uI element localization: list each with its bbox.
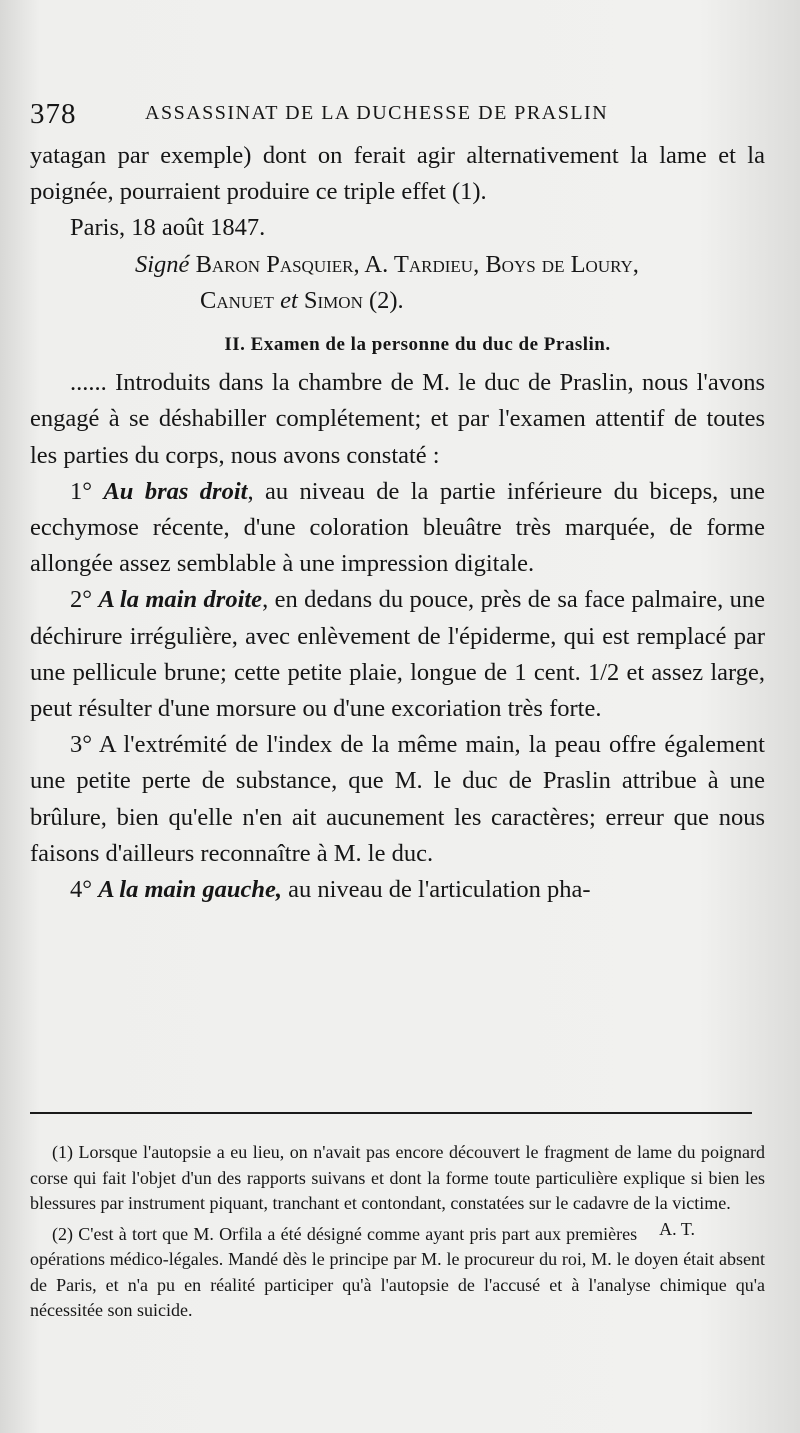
item-1-number: 1° xyxy=(70,477,93,505)
item-1 xyxy=(30,474,765,583)
continuation-paragraph: yatagan par exemple) dont on ferait agir alternativement la lame et la poignée, pourraient produire ce triple effet (1). xyxy=(30,142,765,206)
item-2 xyxy=(30,582,765,727)
footnote-2: (2) C'est à tort que M. Orfila a été désigné comme ayant pris part aux premières opérations médico-légales. Mandé dès le principe par M. le procureur du roi, M. le doyen était absent de Paris, et n'a pu en réalité participer qu'à l'autopsie de l'accusé et à l'analyse chimique qu'a nécessitée son suicide. xyxy=(30,1223,765,1320)
item-3-text: A l'extrémité de l'index de la même main, la peau offre également une petite perte de substance, que M. le duc de Praslin attribue à une brûlure, bien qu'elle n'en ait aucunement les caractères; erreur que nous faisons d'ailleurs reconnaître à M. le duc. xyxy=(30,731,765,867)
item-3-number: 3° xyxy=(70,731,93,759)
footnote-rule xyxy=(30,1112,752,1114)
item-2-label: A la main droite xyxy=(98,586,263,614)
date-line: Paris, 18 août 1847. xyxy=(70,214,266,242)
intro-paragraph: ...... Introduits dans la chambre de M. le duc de Praslin, nous l'avons engagé à se déshabiller complétement; et par l'examen attentif de toutes les parties du corps, nous avons constaté : xyxy=(30,369,765,469)
page-number: 378 xyxy=(30,98,77,130)
item-4-number: 4° xyxy=(70,876,93,904)
section-heading: II. Examen de la personne du duc de Praslin. xyxy=(224,334,611,356)
item-4 xyxy=(30,872,765,908)
item-2-text: , en dedans du pouce, près de sa face palmaire, une déchirure irrégulière, avec enlèvement de l'épiderme, qui est remplacé par une pellicule brune; cette petite plaie, longue de 1 cent. 1/2 et assez large, peut résulter d'une morsure ou d'une excoriation très forte. xyxy=(30,586,765,723)
signature-name-canuet: Canuet xyxy=(200,286,274,314)
footnotes xyxy=(30,1140,765,1324)
signature-names-1: Baron Pasquier, A. Tardieu, Boys de Loury, xyxy=(195,250,639,278)
running-title: ASSASSINAT DE LA DUCHESSE DE PRASLIN xyxy=(145,102,609,124)
signature-line-2 xyxy=(30,283,765,319)
item-4-text: au niveau de l'articulation pha- xyxy=(281,876,591,904)
signature-name-simon: Simon (2). xyxy=(303,286,404,314)
footnote-1-signoff: A. T. xyxy=(659,1218,695,1239)
footnote-1-text: (1) Lorsque l'autopsie a eu lieu, on n'avait pas encore découvert le fragment de lame du poignard corse qui fait l'objet d'un des rapports suivans et dont la forme toute particulière explique si bien les blessures par instrument piquant, tranchant et contondant, constatées sur le cadavre de la victime. xyxy=(30,1142,765,1213)
signature-line-1 xyxy=(30,247,765,283)
main-text xyxy=(30,138,765,908)
signature-et: et xyxy=(280,286,298,314)
item-3 xyxy=(30,727,765,872)
signe-label: Signé xyxy=(135,250,190,278)
item-1-text: , au niveau de la partie inférieure du biceps, une ecchymose récente, d'une coloration bleuâtre très marquée, de forme allongée assez semblable à une impression digitale. xyxy=(30,477,766,578)
item-2-number: 2° xyxy=(70,586,93,614)
footnote-1 xyxy=(30,1140,765,1239)
item-1-label: Au bras droit xyxy=(103,477,248,505)
page-header xyxy=(30,98,770,138)
item-4-label: A la main gauche, xyxy=(98,876,282,904)
